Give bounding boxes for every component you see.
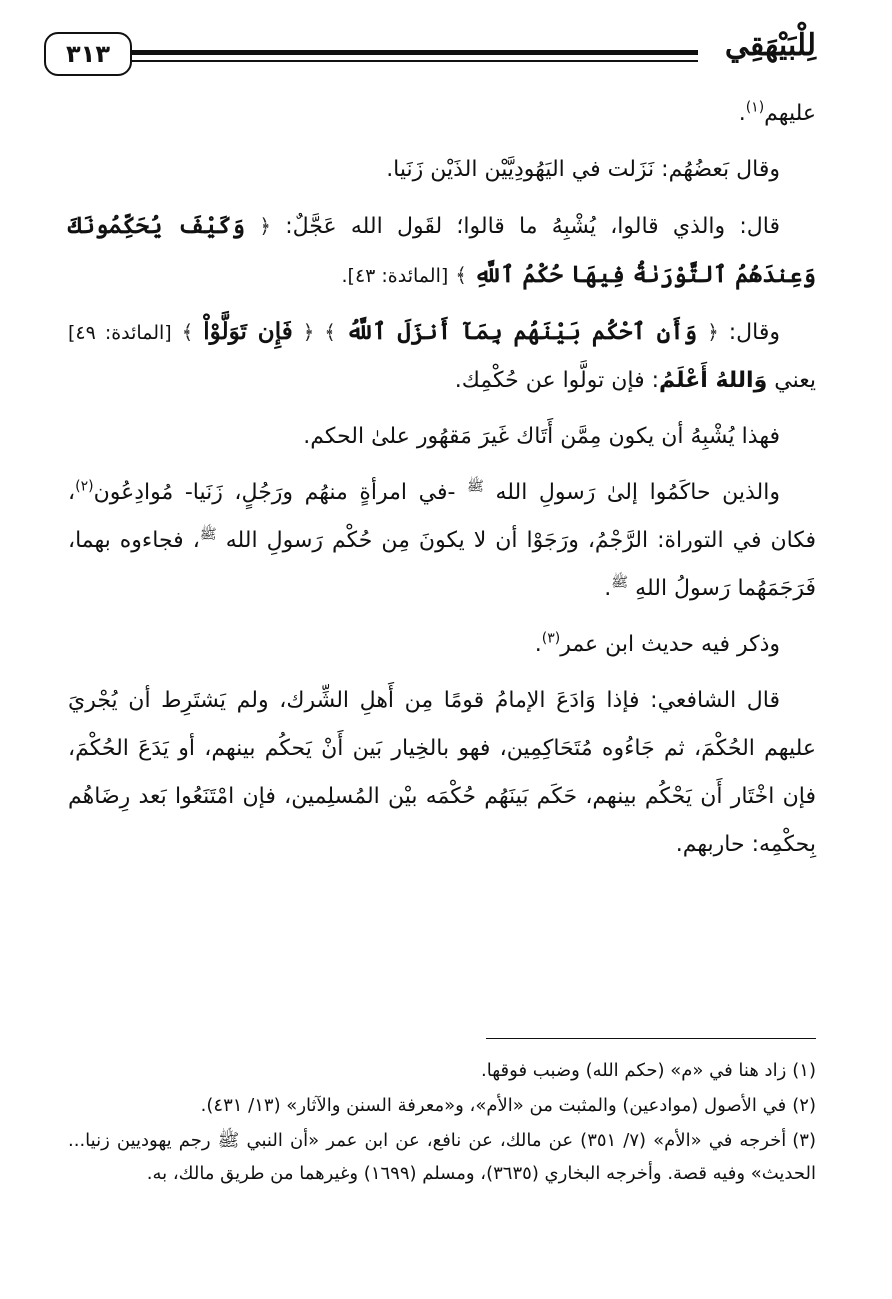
salawat-icon: ﷺ (466, 478, 484, 495)
p7-text: وذكر فيه حديث ابن عمر (560, 632, 780, 657)
quran-verse: فَإِن تَوَلَّوْاْ (203, 318, 293, 345)
footnote-3 (68, 1124, 816, 1190)
p6-d: ، فجاءوه بهما، فَرَجَمَهُما رَسولُ اللهِ (68, 528, 816, 601)
quran-bracket-close-icon: ﴾ (455, 263, 467, 287)
quran-bracket-open-icon: ﴿ (302, 320, 315, 344)
quran-bracket-close-icon: ﴾ (181, 320, 194, 344)
footnote-separator (486, 1038, 816, 1039)
verse-reference: [المائدة: ٤٩] (68, 322, 172, 344)
p6-a: والذين حاكَمُوا إلىٰ رَسولِ الله (495, 480, 780, 505)
footnote-marker-2[interactable]: (٢) (75, 478, 94, 495)
salawat-icon: ﷺ (611, 574, 629, 591)
verse-reference: [المائدة: ٤٣]. (341, 265, 449, 287)
main-text (68, 90, 816, 877)
p1-text: عليهم (764, 101, 816, 126)
quran-verse: وَأَنِ ٱحْكُم بَيْنَهُم بِمَآ أَنزَلَ ٱللَّهُ (345, 318, 698, 345)
p6-c: ، فكان في التوراة: الرَّجْمُ، ورَجَوْا أن لا يكونَ مِن حُكْم رَسولِ الله (68, 480, 816, 553)
paragraph-7 (68, 621, 816, 669)
p1-end: . (738, 101, 746, 126)
footnote-number: (٢) (792, 1095, 816, 1116)
p3-lead: قال: والذي قالوا، يُشْبِهُ ما قالوا؛ لقَول الله عَجَّلٌ: (285, 214, 781, 239)
salawat-icon: ﷺ (199, 526, 217, 543)
footnote-2 (68, 1089, 816, 1122)
paragraph-1 (68, 90, 816, 138)
quran-bracket-open-icon: ﴿ (259, 214, 271, 238)
p6-e: . (604, 576, 612, 601)
paragraph-8: قال الشافعي: فإذا وَادَعَ الإمامُ قومًا مِن أَهلِ الشِّرك، ولم يَشتَرِط أن يُجْريَ عليهم الحُكْمَ، ثم جَاءُوه مُتَحَاكِمِين، فهو بالخِيار بَين أَنْ يَحكُم بينهم، أو يَدَعَ الحُكْمَ، فإن اخْتَار أَن يَحْكُم بينهم، حَكَم بَينَهُم حُكْمَه بيْن المُسلِمين، فإن امْتَنَعُوا بَعد رِضَاهُم بِحكْمِه: حاربهم. (68, 688, 816, 857)
footnote-text: زاد هنا في «م» (حكم الله) وضبب فوقها. (481, 1060, 787, 1081)
p4-tail-word: يعني (774, 368, 816, 393)
p4-tail: : فإن تولَّوا عن حُكْمِك. (454, 368, 660, 393)
footnote-marker-1[interactable]: (١) (745, 99, 765, 116)
header-double-rule (130, 50, 698, 62)
running-title: لِلْبَيْهَقِي (724, 28, 816, 63)
footnote-number: (٣) (792, 1130, 816, 1151)
footnote-text: في الأصول (موادعين) والمثبت من «الأم»، و«معرفة السنن والآثار» (١٣/ ٤٣١). (200, 1095, 787, 1116)
p4-bold-phrase: وَاللهُ أَعْلَمُ (659, 368, 768, 393)
footnote-1 (68, 1054, 816, 1087)
paragraph-4 (68, 308, 816, 405)
paragraph-5: فهذا يُشْبِهُ أن يكون مِمَّن أَتَاك غَيرَ مَقهُور علىٰ الحكم. (303, 424, 780, 449)
paragraph-6 (68, 469, 816, 613)
quran-verse: وَكَيْفَ يُحَكِّمُونَكَ وَعِندَهُمُ ٱلتَّوْرَىٰةُ فِيهَا حُكْمُ ٱللَّهِ (68, 212, 816, 288)
page-header (44, 20, 816, 80)
p4-lead: وقال: (728, 320, 780, 345)
paragraph-3 (68, 202, 816, 300)
quran-bracket-open-icon: ﴿ (707, 320, 719, 344)
footnote-text: أخرجه في «الأم» (٧/ ٣٥١) عن مالك، عن نافع، عن ابن عمر «أن النبي ﷺ رجم يهوديين زنيا... الحديث» وفيه قصة. وأخرجه البخاري (٣٦٣٥)، ومسلم (١٦٩٩) وغيرهما من طريق مالك، به. (68, 1130, 816, 1184)
p6-b: -في امرأةٍ منهُم ورَجُلٍ، زَنَيا- مُوادِعُون (93, 480, 456, 505)
paragraph-2: وقال بَعضُهُم: نَزَلت في اليَهُودِيَّيْن الذَيْن زَنَيا. (386, 157, 780, 182)
quran-bracket-close-icon: ﴾ (324, 320, 337, 344)
footnotes (68, 1054, 816, 1192)
footnote-marker-3[interactable]: (٣) (541, 630, 561, 647)
page-number: ٣١٣ (44, 32, 132, 76)
footnote-number: (١) (792, 1060, 816, 1081)
p7-end: . (534, 632, 542, 657)
